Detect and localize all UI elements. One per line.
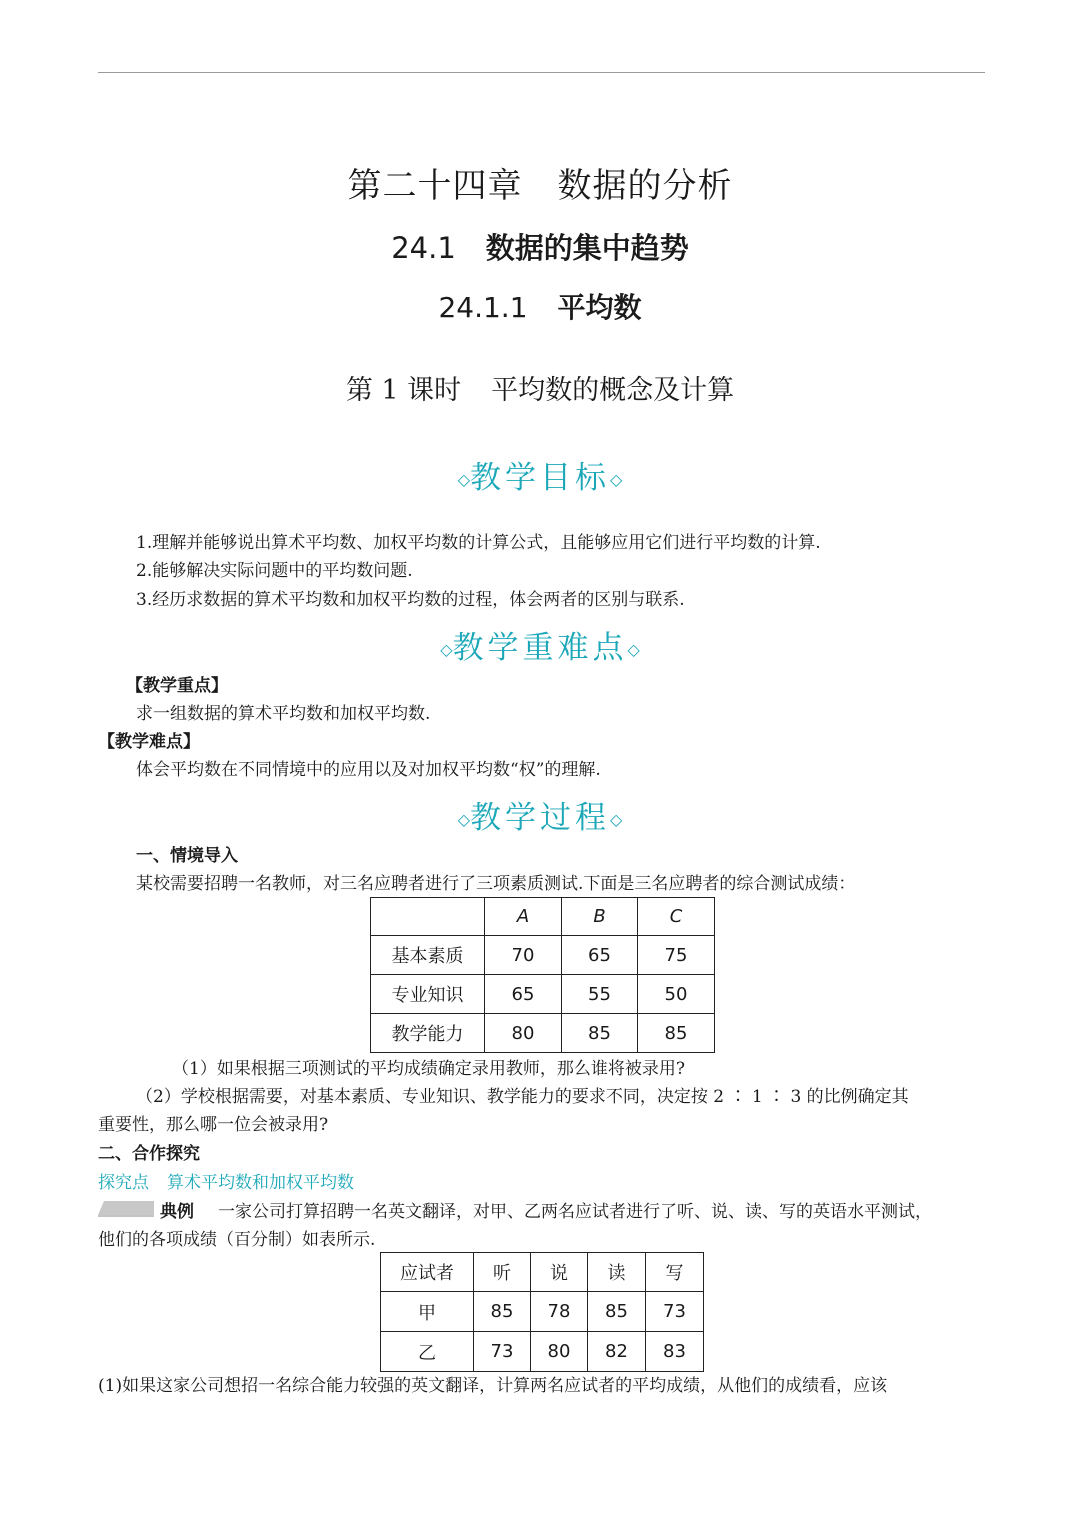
subsection-title xyxy=(0,286,1080,326)
goal-item: 1.理解并能够说出算术平均数、加权平均数的计算公式，且能够应用它们进行平均数的计算. xyxy=(136,533,821,553)
diamond-icon: ◇ xyxy=(627,640,640,659)
table-cell: 73 xyxy=(646,1292,704,1332)
focus-label: 【教学重点】 xyxy=(126,676,228,696)
keypoints-heading xyxy=(0,622,1080,667)
subsection-name: 平均数 xyxy=(557,291,642,324)
table-row xyxy=(371,936,715,975)
part1-title: 一、情境导入 xyxy=(136,846,238,866)
applicants-table xyxy=(380,1252,704,1372)
table-cell: 写 xyxy=(646,1253,704,1292)
table-cell: 65 xyxy=(485,975,562,1014)
table-cell: 说 xyxy=(531,1253,588,1292)
question-2-cont: 重要性，那么哪一位会被录用? xyxy=(98,1115,329,1135)
table-cell: 73 xyxy=(474,1332,531,1372)
subsection-number: 24.1.1 xyxy=(438,291,528,324)
table-cell: B xyxy=(562,898,638,936)
goals-heading-text: 教学目标 xyxy=(470,460,610,496)
table-cell: 82 xyxy=(588,1332,646,1372)
table-row xyxy=(381,1292,704,1332)
question-2: （2）学校根据需要，对基本素质、专业知识、教学能力的要求不同，决定按 2 ∶ 1 ∶ 3 的比例确定其 xyxy=(136,1087,909,1107)
table-cell: 85 xyxy=(588,1292,646,1332)
table-row xyxy=(381,1332,704,1372)
table-cell: 85 xyxy=(562,1014,638,1053)
diamond-icon: ◇ xyxy=(610,810,623,829)
section-title xyxy=(0,226,1080,267)
example-line-1: 一家公司打算招聘一名英文翻译，对甲、乙两名应试者进行了听、说、读、写的英语水平测试， xyxy=(218,1202,932,1222)
question-1: （1）如果根据三项测试的平均成绩确定录用教师，那么谁将被录用? xyxy=(172,1059,685,1079)
chapter-title: 第二十四章 数据的分析 xyxy=(347,166,733,206)
table-cell: 乙 xyxy=(381,1332,474,1372)
goal-item: 3.经历求数据的算术平均数和加权平均数的过程，体会两者的区别与联系. xyxy=(136,590,685,610)
goal-item: 2.能够解决实际问题中的平均数问题. xyxy=(136,561,413,581)
part2-title: 二、合作探究 xyxy=(98,1144,200,1164)
table-cell: 85 xyxy=(474,1292,531,1332)
example-line-2: 他们的各项成绩（百分制）如表所示. xyxy=(98,1230,376,1250)
part1-intro: 某校需要招聘一名教师，对三名应聘者进行了三项素质测试.下面是三名应聘者的综合测试成绩： xyxy=(136,874,856,894)
explore-heading xyxy=(98,1169,354,1197)
focus-text: 求一组数据的算术平均数和加权平均数. xyxy=(136,704,431,724)
table-row xyxy=(371,975,715,1014)
explore-title: 算术平均数和加权平均数 xyxy=(167,1173,354,1193)
table-cell: 83 xyxy=(646,1332,704,1372)
scores-table xyxy=(370,897,715,1053)
process-heading-text: 教学过程 xyxy=(470,800,610,836)
table-cell: 听 xyxy=(474,1253,531,1292)
example-question-1: (1)如果这家公司想招一名综合能力较强的英文翻译，计算两名应试者的平均成绩，从他们的成绩看，应该 xyxy=(98,1376,888,1396)
lesson-number: 第 1 课时 xyxy=(345,375,462,406)
table-cell: 55 xyxy=(562,975,638,1014)
table-cell: 65 xyxy=(562,936,638,975)
table-cell: 50 xyxy=(638,975,715,1014)
table-cell: 75 xyxy=(638,936,715,975)
diamond-icon: ◇ xyxy=(610,470,623,489)
top-rule xyxy=(98,72,985,73)
table-cell: 80 xyxy=(531,1332,588,1372)
goals-heading xyxy=(0,452,1080,497)
difficulty-text: 体会平均数在不同情境中的应用以及对加权平均数“权”的理解. xyxy=(136,760,601,780)
table-cell: 85 xyxy=(638,1014,715,1053)
table-cell xyxy=(371,898,485,936)
table-cell: 78 xyxy=(531,1292,588,1332)
table-cell: 应试者 xyxy=(381,1253,474,1292)
section-number: 24.1 xyxy=(391,231,456,265)
difficulty-label: 【教学难点】 xyxy=(98,732,200,752)
section-name: 数据的集中趋势 xyxy=(485,231,689,265)
table-cell: 读 xyxy=(588,1253,646,1292)
example-tag-icon xyxy=(98,1199,154,1217)
example-label: 典例 xyxy=(160,1202,194,1222)
table-header-row xyxy=(381,1253,704,1292)
table-cell: 甲 xyxy=(381,1292,474,1332)
table-header-row xyxy=(371,898,715,936)
explore-label: 探究点 xyxy=(98,1173,149,1193)
lesson-name: 平均数的概念及计算 xyxy=(491,375,735,406)
table-cell: 70 xyxy=(485,936,562,975)
table-cell: 专业知识 xyxy=(371,975,485,1014)
diamond-icon: ◇ xyxy=(457,810,470,829)
table-cell: 80 xyxy=(485,1014,562,1053)
table-cell: 基本素质 xyxy=(371,936,485,975)
lesson-title xyxy=(0,368,1080,407)
table-cell: A xyxy=(485,898,562,936)
table-row xyxy=(371,1014,715,1053)
diamond-icon: ◇ xyxy=(457,470,470,489)
table-cell: 教学能力 xyxy=(371,1014,485,1053)
table-cell: C xyxy=(638,898,715,936)
keypoints-heading-text: 教学重难点 xyxy=(452,630,628,666)
diamond-icon: ◇ xyxy=(440,640,453,659)
process-heading xyxy=(0,792,1080,837)
